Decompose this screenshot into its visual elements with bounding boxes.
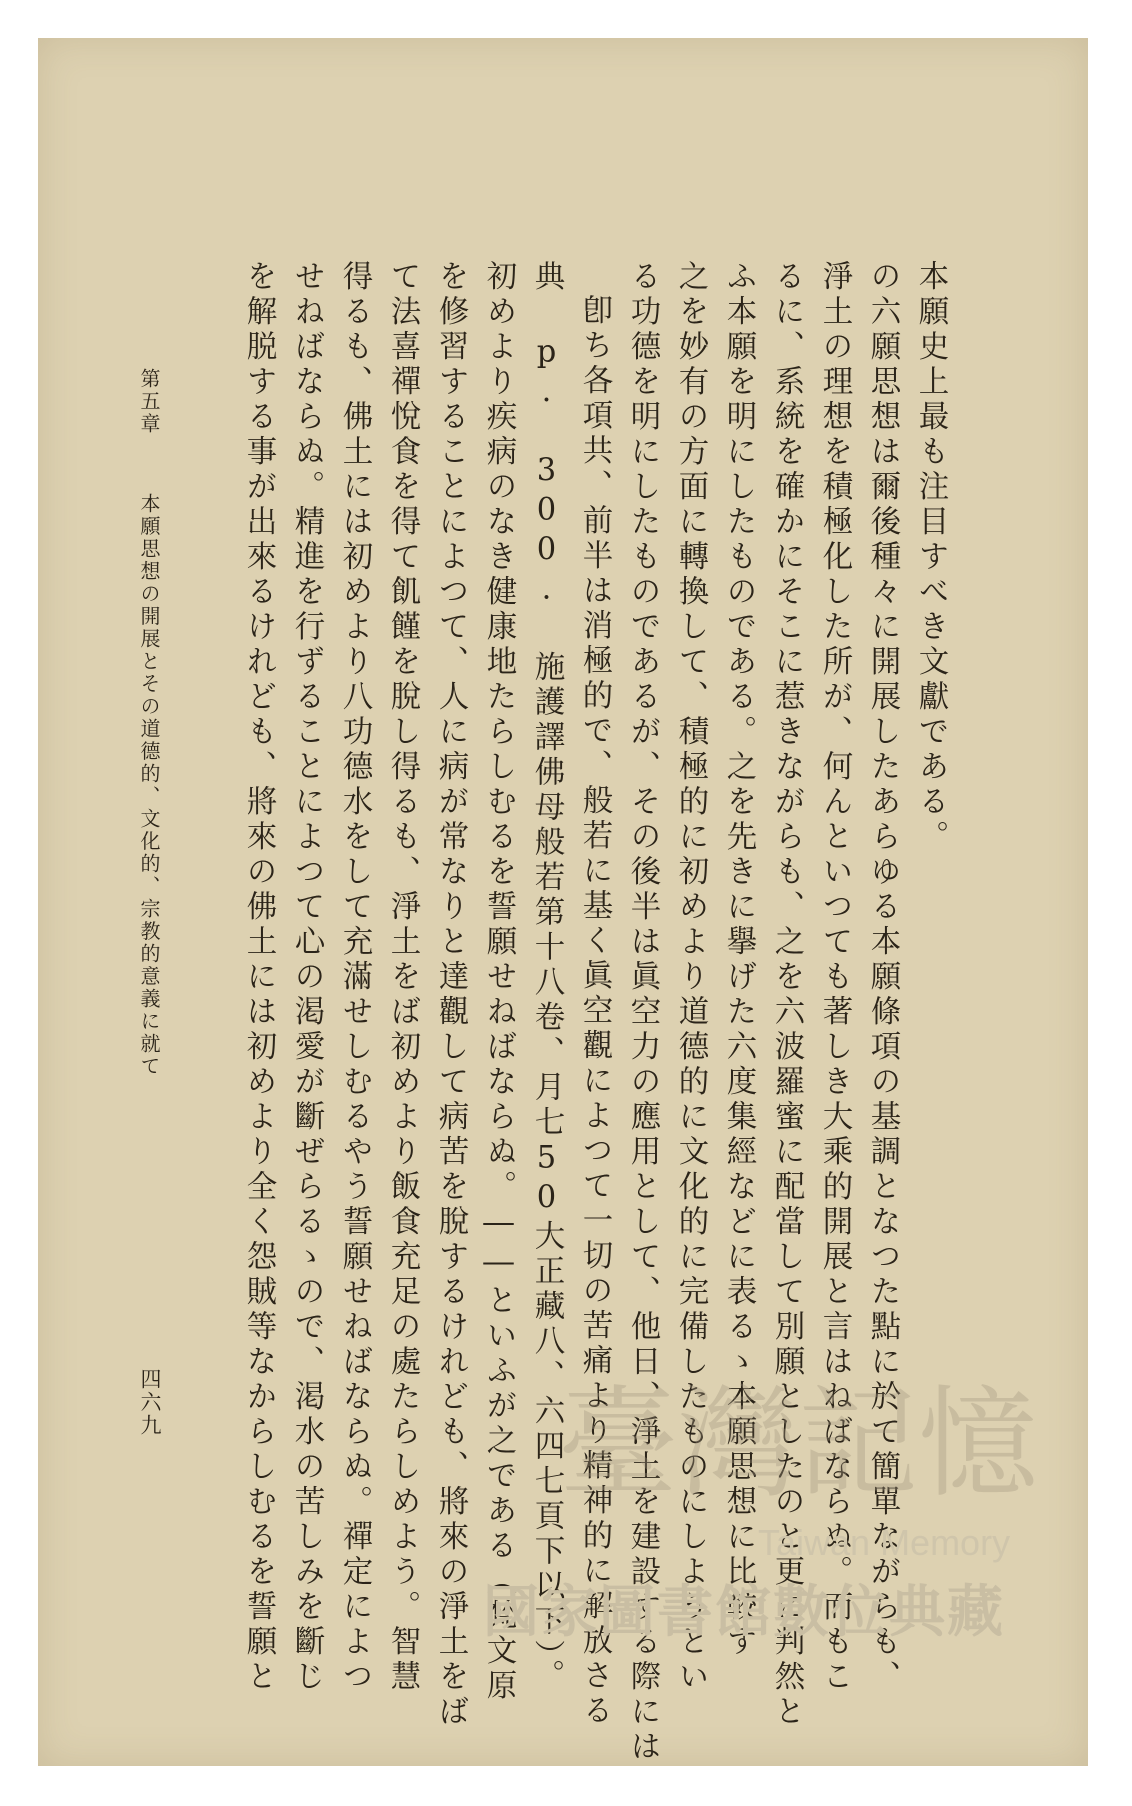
body-text-line: て法喜禪悅食を得て飢饉を脫し得るも、淨土をば初めより飯食充足の處たらしめよう。智慧 bbox=[385, 260, 420, 1695]
body-text-line: 典 p. 300. 施護譯佛母般若第十八卷、月七50大正藏八、六四七頁下以下）。 bbox=[529, 260, 564, 1695]
body-text-line: 之を妙有の方面に轉換して、積極的に初めより道德的に文化的に完備したものにしようとい bbox=[673, 260, 708, 1695]
running-header-chapter: 第五章 bbox=[137, 368, 161, 436]
body-text-line: 初めより疾病のなき健康地たらしむるを誓願せねばならぬ。――といふが之である（梵文原 bbox=[481, 260, 516, 1704]
body-text-line: 本願史上最も注目すべき文獻である。 bbox=[913, 260, 948, 855]
body-text-line: の六願思想は爾後種々に開展したあらゆる本願條項の基調となつた點に於て簡單ながらも、 bbox=[865, 260, 900, 1695]
body-text-line: るに、系統を確かにそこに惹きながらも、之を六波羅蜜に配當して別願としたのと更に判然と bbox=[769, 260, 804, 1730]
book-page bbox=[38, 38, 1088, 1766]
body-text-line: を解脱する事が出來るけれども、將來の佛土には初めより全く怨賊等なからしむるを誓願と bbox=[241, 260, 276, 1695]
watermark-logo: 臺灣記憶 bbox=[558, 1375, 1038, 1514]
body-text-line: 淨土の理想を積極化した所が、何んといつても著しき大乘的開展と言はねばならぬ。而もこ bbox=[817, 260, 852, 1695]
body-text-line: を修習することによつて、人に病が常なりと達觀して病苦を脫するけれども、將來の淨土をば bbox=[433, 260, 468, 1730]
watermark-latin-text: Taiwan Memory bbox=[758, 1522, 1011, 1563]
body-text-line: ふ本願を明にしたものである。之を先きに擧げた六度集經などに表るゝ本願思想に比較す bbox=[721, 260, 756, 1660]
body-text-line: る功德を明にしたものであるが、その後半は眞空力の應用として、他日、淨土を建設する際には bbox=[625, 260, 660, 1765]
body-text-line: 卽ち各項共、前半は消極的で、般若に基く眞空觀によつて一切の苦痛より精神的に解放さる bbox=[577, 294, 612, 1729]
body-text-line: 得るも、佛土には初めより八功德水をして充滿せしむるやう誓願せねばならぬ。禪定によつ bbox=[337, 260, 372, 1695]
running-header-title: 本願思想の開展とその道德的、文化的、宗教的意義に就て bbox=[137, 493, 161, 1078]
watermark-cjk-text: 國家圖書館數位典藏 bbox=[483, 1580, 1005, 1645]
body-text-line: せねばならぬ。精進を行ずることによつて心の渇愛が斷ぜらるゝので、渇水の苦しみを斷じ bbox=[289, 260, 324, 1695]
page-number: 四六九 bbox=[138, 1368, 162, 1437]
